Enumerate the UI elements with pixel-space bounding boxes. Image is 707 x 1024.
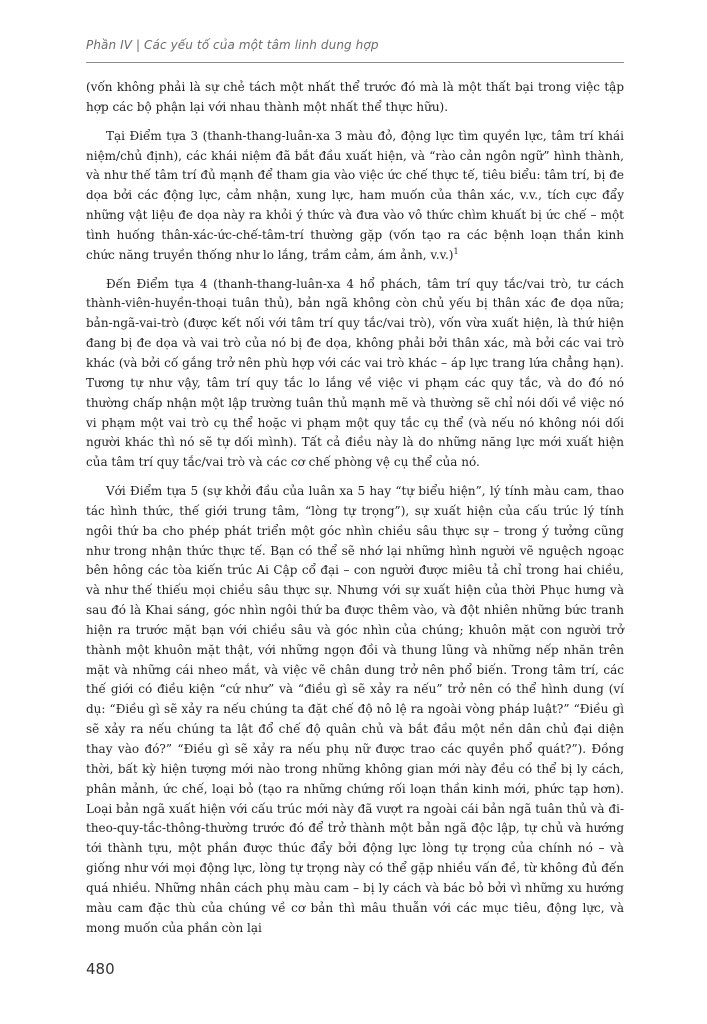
paragraph-anchor-3 [86, 127, 624, 266]
header-rule [86, 62, 624, 63]
page-number: 480 [86, 960, 115, 978]
paragraph-anchor-5: Với Điểm tựa 5 (sự khởi đầu của luân xa 5 hay “tự biểu hiện”, lý tính màu cam, thao tác hình thức, thế giới trung tâm, “lòng tự trọng”), sự xuất hiện của cấu trúc lý tính ngôi thứ ba cho phép phát triển một góc nhìn chiều sâu thực sự – trong ý tưởng cũng như trong nhận thức thực tế. Bạn có thể sẽ nhớ lại những hình người vẽ nguệch ngoạc bên hông các tòa kiến trúc Ai Cập cổ đại – con người được miêu tả chỉ trong hai chiều, và như thế thiếu mọi chiều sâu thực sự. Nhưng với sự xuất hiện của thời Phục hưng và sau đó là Khai sáng, góc nhìn ngôi thứ ba được thêm vào, và đột nhiên những bức tranh hiện ra trước mặt bạn với chiều sâu và góc nhìn của chúng; khuôn mặt con người trở thành một khuôn mặt thật, với những ngọn đồi và thung lũng và những nếp nhăn trên mặt và những cái nheo mắt, và việc vẽ chân dung trở nên phổ biến. Trong tâm trí, các thế giới có điều kiện “cứ như” và “điều gì sẽ xảy ra nếu” trở nên có thể hình dung (ví dụ: “Điều gì sẽ xảy ra nếu chúng ta đặt chế độ nô lệ ra ngoài vòng pháp luật?” “Điều gì sẽ xảy ra nếu chúng ta lật đổ chế độ quân chủ và bắt đầu một nền dân chủ đại diện thay vào đó?” “Điều gì sẽ xảy ra nếu phụ nữ được trao các quyền phổ quát?”). Đồng thời, bất kỳ hiện tượng mới nào trong những không gian mới này đều có thể bị ly cách, phân mảnh, ức chế, loại bỏ (tạo ra những chứng rối loạn thần kinh mới, phức tạp hơn). Loại bản ngã xuất hiện với cấu trúc mới này đã vượt ra ngoài cái bản ngã tuân thủ và đi-theo-quy-tắc-thông-thường trước đó để trở thành một bản ngã độc lập, tự chủ và hướng tới thành tựu, một phần được thúc đẩy bởi động lực lòng tự trọng của chính nó – và giống như với mọi động lực, lòng tự trọng này có thể gặp nhiều vấn đề, từ không đủ đến quá nhiều. Những nhân cách phụ màu cam – bị ly cách và bác bỏ bởi vì những xu hướng màu cam đặc thù của chúng về cơ bản thì mâu thuẫn với các mục tiêu, động lực, và mong muốn của phần còn lại [86, 484, 624, 935]
footnote-reference[interactable]: 1 [453, 246, 459, 256]
paragraph-anchor-3-text: Tại Điểm tựa 3 (thanh-thang-luân-xa 3 màu đỏ, động lực tìm quyền lực, tâm trí khái niệm/chủ định), các khái niệm đã bắt đầu xuất hiện, và “rào cản ngôn ngữ” hình thành, và như thế tâm trí đủ mạnh để tham gia vào việc ức chế thực tế, tiêu biểu: tâm trí, bị đe dọa bởi các động lực, cảm nhận, xung lực, ham muốn của thân xác, v.v., tích cực đẩy những vật liệu đe dọa này ra khỏi ý thức và đưa vào vô thức chìm khuất bị ức chế – một tình huống thân-xác-ức-chế-tâm-trí thường gặp (vốn tạo ra các bệnh loạn thần kinh chức năng truyền thống như lo lắng, trầm cảm, ám ảnh, v.v.) [86, 128, 624, 262]
paragraph-anchor-4: Đến Điểm tựa 4 (thanh-thang-luân-xa 4 hổ phách, tâm trí quy tắc/vai trò, tư cách thành-viên-huyền-thoại tuân thủ), bản ngã không còn chủ yếu bị thân xác đe dọa nữa; bản-ngã-vai-trò (được kết nối với tâm trí quy tắc/vai trò), vốn vừa xuất hiện, là thứ hiện đang bị đe dọa và vai trò của nó bị đe dọa, không phải bởi thân xác, mà bởi các vai trò khác (và bởi cố gắng trở nên phù hợp với các vai trò khác – áp lực trang lứa chẳng hạn). Tương tự như vậy, tâm trí quy tắc lo lắng về việc vi phạm các quy tắc, và do đó nó thường chấp nhận một lập trường tuân thủ mạnh mẽ và thường sẽ chỉ nói dối về việc nó vi phạm một vai trò cụ thể hoặc vi phạm một quy tắc cụ thể (và nếu nó không nói dối người khác thì nó sẽ tự dối mình). Tất cả điều này là do những năng lực mới xuất hiện của tâm trí quy tắc/vai trò và các cơ chế phòng vệ cụ thể của nó. [86, 276, 624, 470]
body-text [86, 78, 624, 947]
paragraph-continuation: (vốn không phải là sự chẻ tách một nhất thể trước đó mà là một thất bại trong việc tập hợp các bộ phận lại với nhau thành một nhất thể thực hữu). [86, 80, 624, 114]
running-head: Phần IV | Các yếu tố của một tâm linh dung hợp [86, 38, 379, 52]
